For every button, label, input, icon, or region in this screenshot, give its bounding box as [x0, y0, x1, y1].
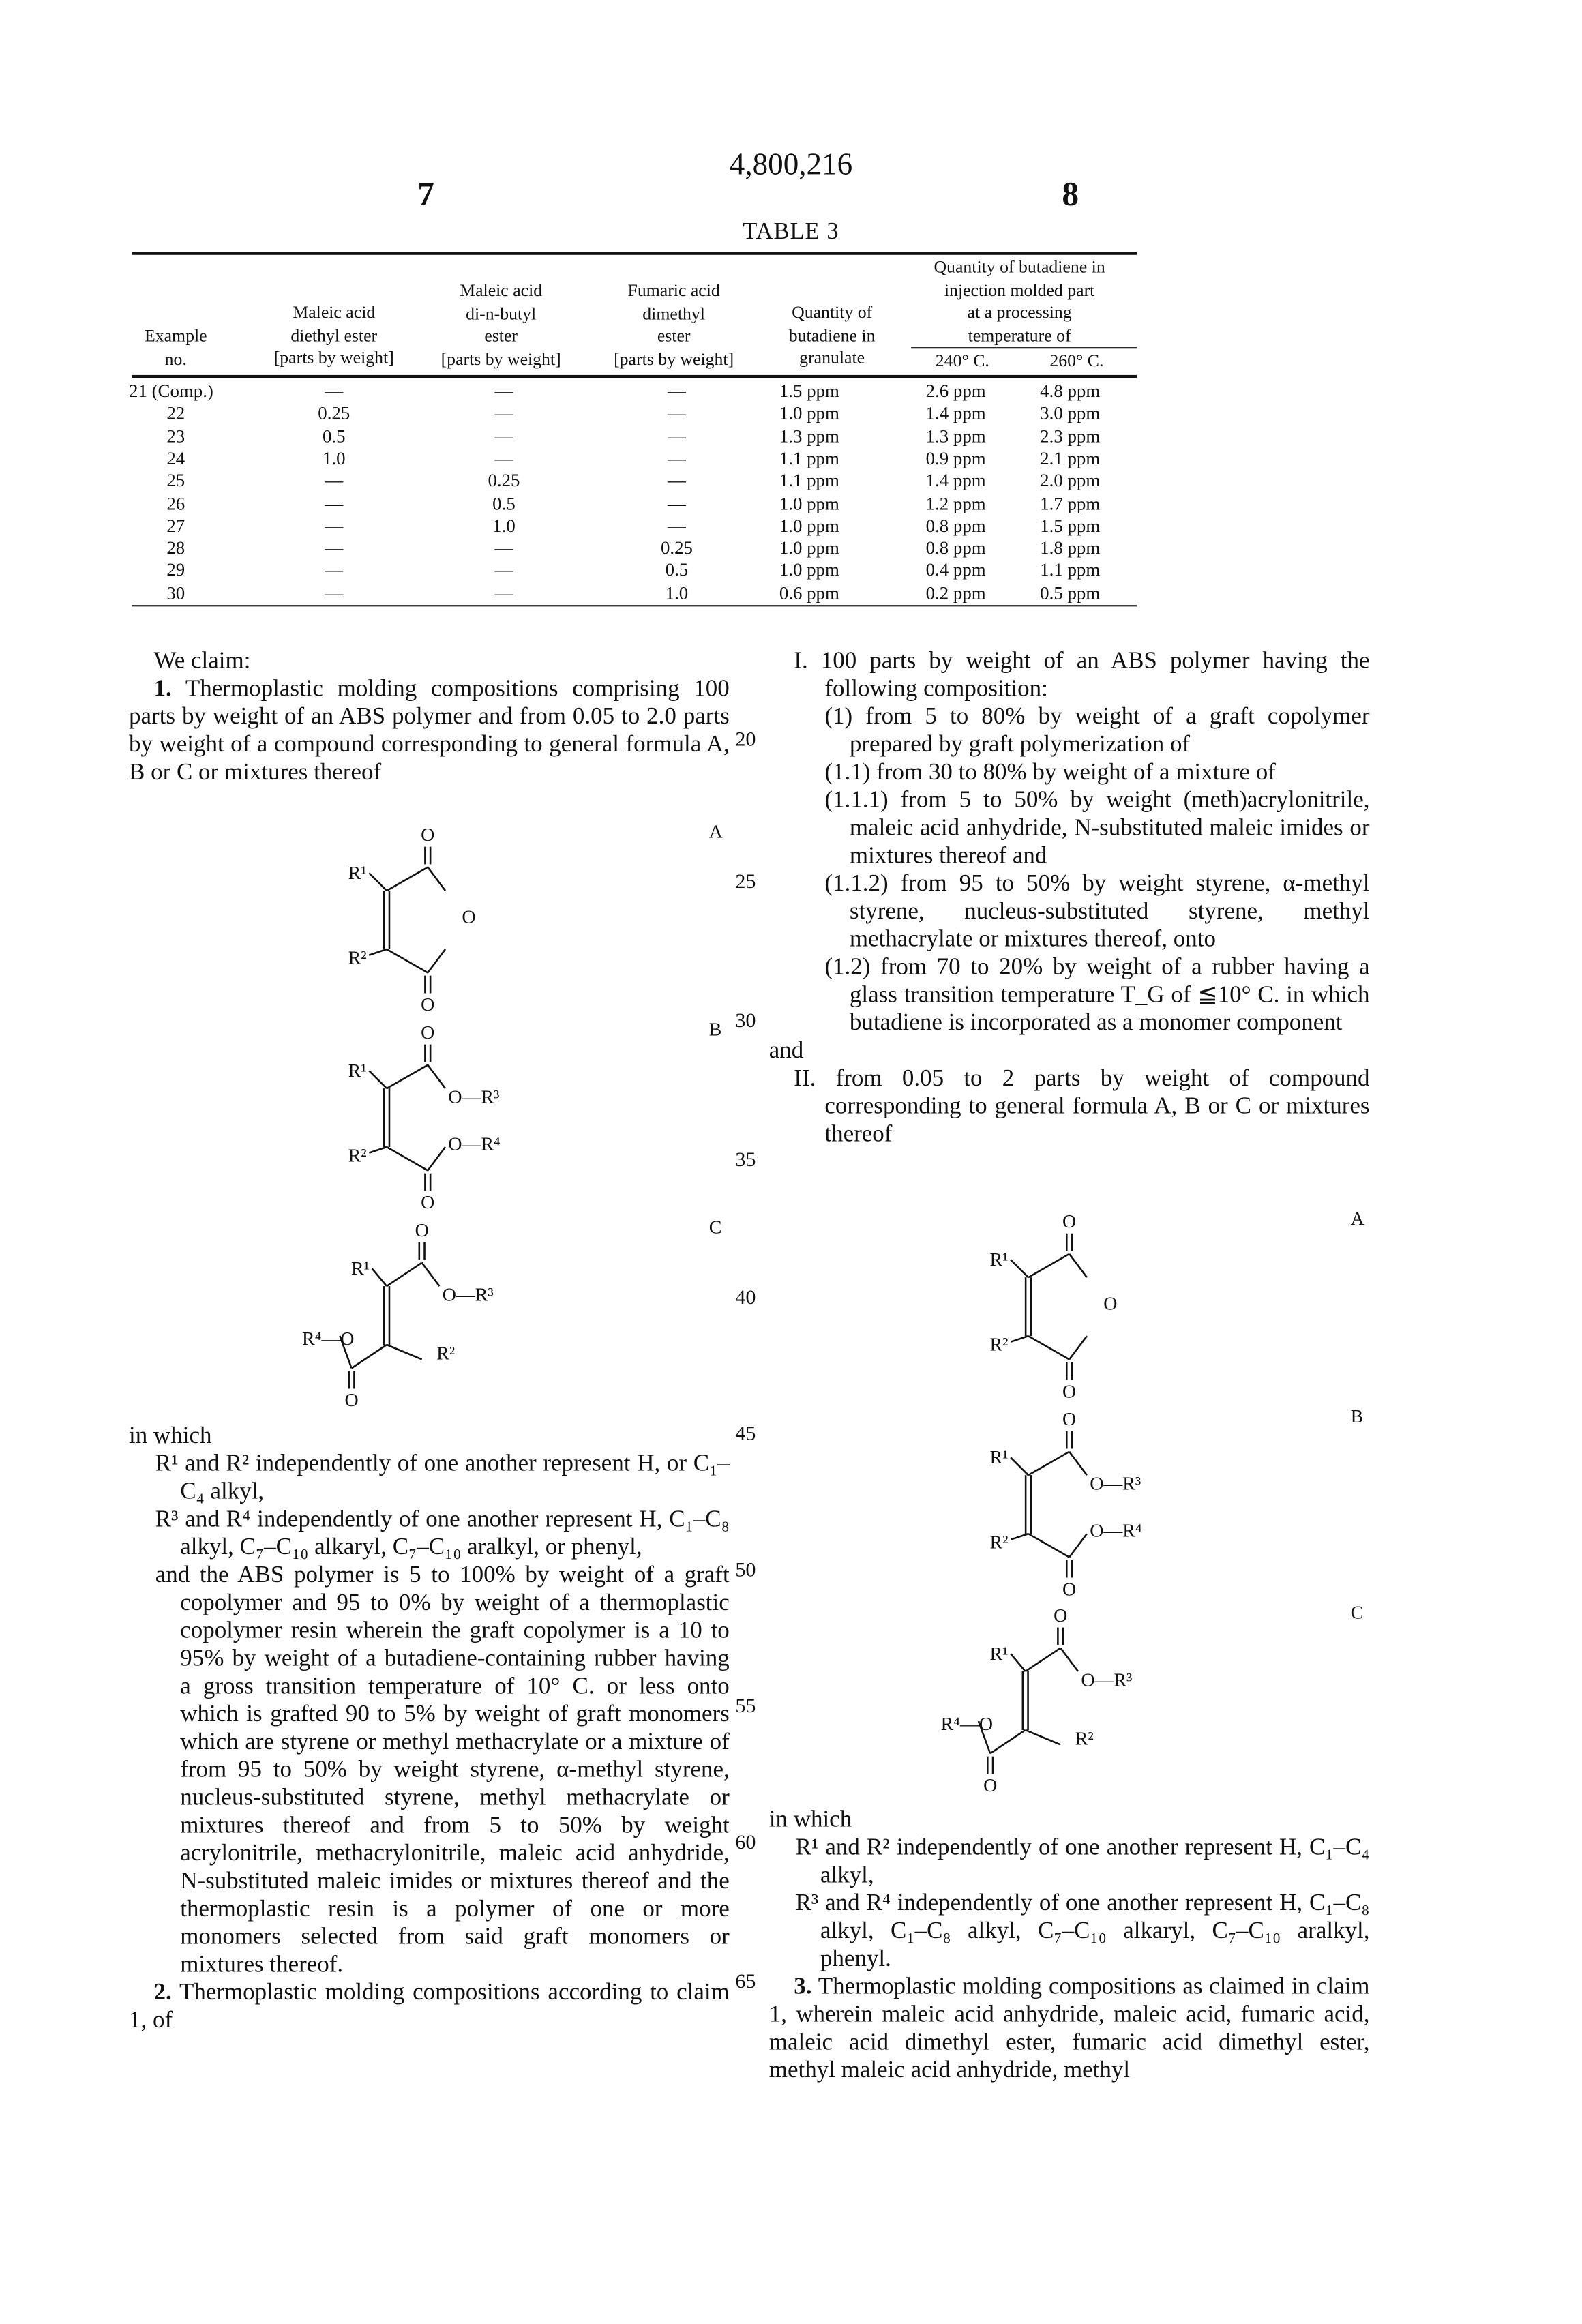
- table-cell: 0.5 ppm: [1040, 582, 1142, 604]
- bond: [428, 867, 445, 891]
- table-cell: 1.5 ppm: [1040, 516, 1142, 537]
- table-cell: 24: [135, 448, 217, 470]
- table-cell: 1.1 ppm: [779, 471, 897, 492]
- atom-label: R¹: [990, 1249, 1009, 1270]
- claim-2-text: Thermoplastic molding compositions according to claim 1, of: [129, 1978, 730, 2034]
- formula-label: C: [709, 1216, 722, 1239]
- table-cell: 2.0 ppm: [1040, 471, 1142, 492]
- table-cell: 4.8 ppm: [1040, 381, 1142, 403]
- atom-label: R²: [348, 1145, 367, 1166]
- bond: [1028, 1254, 1069, 1277]
- formula-b-right: [967, 1407, 1216, 1613]
- table-cell: 23: [135, 426, 217, 447]
- bond: [428, 1147, 445, 1170]
- table-cell: 0.25: [246, 403, 422, 425]
- bond: [369, 949, 387, 955]
- table-cell: 0.8 ppm: [926, 538, 1028, 560]
- table-cell: —: [586, 516, 767, 537]
- claim-2-number: 2.: [154, 1978, 172, 2006]
- formula-b-left: [325, 1021, 574, 1226]
- table-cell: 21 (Comp.): [129, 381, 222, 403]
- part-i: I. 100 parts by weight of an ABS polymer having the following composition:: [769, 646, 1370, 702]
- bond: [1069, 1254, 1087, 1277]
- line-number: 20: [735, 730, 756, 753]
- table-cell: —: [246, 381, 422, 403]
- r3-r4-definition-right: R³ and R⁴ independently of one another represent H, C₁–C₈ alkyl, C₁–C₈ alkyl, C₇–C₁₀ alkaryl, C₇–C₁₀ aralkyl, phenyl.: [769, 1888, 1370, 1971]
- atom-label: R²: [348, 947, 367, 968]
- table-cell: 1.8 ppm: [1040, 538, 1142, 560]
- left-column-top: [129, 646, 730, 785]
- header-fumaric-dimethyl: Fumaric acid dimethyl ester [parts by weight]: [583, 280, 764, 370]
- column-number-left: 7: [417, 176, 434, 214]
- abs-polymer-definition: and the ABS polymer is 5 to 100% by weight of a graft copolymer and 95 to 0% by weight of a thermoplastic copolymer resin wherein the graft copolymer is a 10 to 95% by weight of a butadiene-containing rubber having a gross transition temperature of 10° C. or less onto which is grafted 90 to 5% by weight of graft monomers which are styrene or methyl methacrylate or a mixture of from 95 to 50% by weight styrene, α-methyl styrene, nucleus-substituted styrene, methyl methacrylate or mixtures thereof and from 5 to 50% by weight acrylonitrile, methacrylonitrile, maleic acid anhydride, N-substituted maleic imides or mixtures thereof and the thermoplastic resin is a polymer of one or more monomers selected from said graft monomers or mixtures thereof.: [129, 1560, 730, 1978]
- header-maleic-dibutyl: Maleic acid di-n-butyl ester [parts by weight]: [410, 280, 591, 370]
- patent-page: [0, 0, 1582, 2323]
- table-cell: 1.4 ppm: [926, 471, 1028, 492]
- header-granulate: Quantity of butadiene in granulate: [762, 302, 902, 370]
- bond: [372, 1268, 387, 1286]
- bond: [1026, 1648, 1061, 1671]
- table-cell: 2.3 ppm: [1040, 426, 1142, 447]
- left-column-bottom: [129, 1421, 730, 2034]
- atom-label: R⁴—O: [302, 1328, 354, 1350]
- bond: [428, 1065, 445, 1088]
- table-cell: 2.6 ppm: [926, 381, 1028, 403]
- line-number: 45: [735, 1424, 756, 1447]
- bond: [352, 1345, 387, 1368]
- bond: [1069, 1534, 1087, 1557]
- header-subrule: [911, 347, 1137, 348]
- formula-label: B: [709, 1018, 722, 1041]
- table-cell: —: [413, 448, 595, 470]
- table-cell: 26: [135, 493, 217, 515]
- header-example: Example no.: [132, 325, 220, 371]
- table-cell: 1.3 ppm: [926, 426, 1028, 447]
- table-cell: —: [413, 426, 595, 447]
- claim-3: [769, 1971, 1370, 2083]
- atom-label: R²: [436, 1343, 455, 1364]
- table-cell: —: [413, 381, 595, 403]
- atom-label: O: [1062, 1409, 1076, 1430]
- table-cell: 1.3 ppm: [779, 426, 897, 447]
- table-cell: 28: [135, 538, 217, 560]
- part-1: (1) from 5 to 80% by weight of a graft copolymer prepared by graft polymerization of: [769, 702, 1370, 758]
- atom-label: O—R⁴: [448, 1133, 500, 1154]
- bond: [1026, 1730, 1061, 1744]
- table-cell: 0.5: [246, 426, 422, 447]
- line-number: 50: [735, 1560, 756, 1583]
- bond: [1069, 1452, 1087, 1475]
- atom-label: O: [421, 1022, 434, 1043]
- table-cell: 1.4 ppm: [926, 403, 1028, 425]
- atom-label: O—R³: [1081, 1670, 1132, 1691]
- claim-1-number: 1.: [154, 674, 172, 702]
- table-header-rule: [132, 375, 1137, 378]
- atom-label: O: [1103, 1293, 1117, 1314]
- bond: [1028, 1534, 1069, 1557]
- atom-label: O: [1054, 1605, 1067, 1626]
- table-cell: 1.0 ppm: [779, 403, 897, 425]
- part-1-2: (1.2) from 70 to 20% by weight of a rubber having a glass transition temperature T_G of ≦10° C. in which butadiene is incorporated as a monomer component: [769, 952, 1370, 1035]
- table-cell: 0.6 ppm: [779, 582, 897, 604]
- line-number: 55: [735, 1697, 756, 1720]
- claim-3-text: Thermoplastic molding compositions as claimed in claim 1, wherein maleic acid anhydride, maleic acid, fumaric acid, maleic acid dimethyl ester, fumaric acid dimethyl ester, methyl maleic acid anhydride, methyl: [769, 1971, 1370, 2083]
- table-cell: —: [586, 471, 767, 492]
- table-cell: 1.0 ppm: [779, 516, 897, 537]
- table-cell: 0.9 ppm: [926, 448, 1028, 470]
- table-top-rule: [132, 252, 1137, 254]
- atom-label: R¹: [348, 1060, 367, 1082]
- we-claim: We claim:: [129, 646, 730, 674]
- chemical-structure: [325, 1021, 574, 1219]
- bond: [1060, 1648, 1078, 1671]
- atom-label: R²: [990, 1335, 1009, 1356]
- atom-label: R¹: [348, 863, 367, 884]
- chemical-structure: [967, 1210, 1216, 1407]
- atom-label: R¹: [990, 1447, 1009, 1468]
- table-cell: —: [586, 426, 767, 447]
- in-which-right: in which: [769, 1805, 1370, 1833]
- table-cell: —: [413, 403, 595, 425]
- table-cell: —: [586, 448, 767, 470]
- table-cell: 1.5 ppm: [779, 381, 897, 403]
- header-260c: 260° C.: [1026, 350, 1128, 372]
- bond: [1011, 1336, 1028, 1342]
- bond: [369, 1147, 387, 1153]
- line-number: 35: [735, 1150, 756, 1173]
- header-molded-part: Quantity of butadiene in injection molded part at a processing temperature of: [902, 256, 1137, 347]
- chemical-structure: [967, 1407, 1216, 1605]
- table-cell: 30: [135, 582, 217, 604]
- bond: [990, 1730, 1026, 1753]
- table-cell: —: [246, 582, 422, 604]
- bond: [1011, 1534, 1028, 1540]
- atom-label: R¹: [990, 1643, 1009, 1665]
- line-number: 30: [735, 1011, 756, 1034]
- claim-1-text: Thermoplastic molding compositions comprising 100 parts by weight of an ABS polymer and from 0.05 to 2.0 parts by weight of a compound corresponding to general formula A, B or C or mixtures thereof: [129, 674, 730, 785]
- atom-label: R⁴—O: [941, 1714, 993, 1735]
- table-cell: 1.1 ppm: [779, 448, 897, 470]
- bond: [387, 1065, 428, 1088]
- atom-label: R²: [1075, 1728, 1094, 1749]
- table-cell: 0.5: [586, 560, 767, 582]
- table-cell: 0.5: [413, 493, 595, 515]
- table-bottom-rule: [132, 605, 1137, 606]
- table-cell: —: [246, 471, 422, 492]
- table-cell: 0.2 ppm: [926, 582, 1028, 604]
- r1-r2-definition: R¹ and R² independently of one another represent H, or C₁–C₄ alkyl,: [129, 1449, 730, 1505]
- atom-label: O: [983, 1775, 997, 1796]
- table-cell: —: [413, 538, 595, 560]
- line-number: 60: [735, 1832, 756, 1856]
- table-cell: —: [586, 403, 767, 425]
- table-cell: 25: [135, 471, 217, 492]
- bond: [1011, 1260, 1028, 1277]
- bond: [369, 1071, 387, 1088]
- table-cell: —: [586, 381, 767, 403]
- table-cell: —: [246, 560, 422, 582]
- part-1-1-1: (1.1.1) from 5 to 50% by weight (meth)acrylonitrile, maleic acid anhydride, N-substituted maleic imides or mixtures thereof and: [769, 785, 1370, 868]
- bond: [387, 1147, 428, 1170]
- table-cell: 1.0 ppm: [779, 560, 897, 582]
- table-cell: —: [246, 538, 422, 560]
- atom-label: R¹: [351, 1258, 370, 1279]
- bond: [387, 867, 428, 891]
- table-cell: 3.0 ppm: [1040, 403, 1142, 425]
- formula-c-right: [923, 1604, 1171, 1809]
- table-cell: 0.25: [586, 538, 767, 560]
- formula-a-left: [325, 823, 574, 1028]
- atom-label: O—R⁴: [1090, 1520, 1141, 1541]
- bond: [387, 949, 428, 972]
- table-cell: —: [246, 516, 422, 537]
- table-cell: —: [413, 560, 595, 582]
- formula-a-right: [967, 1210, 1216, 1415]
- bond: [1028, 1336, 1069, 1359]
- table-cell: 22: [135, 403, 217, 425]
- in-which: in which: [129, 1421, 730, 1449]
- formula-label: C: [1351, 1601, 1364, 1624]
- bond: [1069, 1336, 1087, 1359]
- atom-label: O—R³: [1090, 1474, 1141, 1495]
- bond: [1011, 1654, 1025, 1671]
- table-cell: 1.0: [586, 582, 767, 604]
- atom-label: R²: [990, 1532, 1009, 1553]
- table-cell: 0.4 ppm: [926, 560, 1028, 582]
- table-cell: 1.0 ppm: [779, 493, 897, 515]
- column-number-right: 8: [1062, 176, 1079, 214]
- part-1-1: (1.1) from 30 to 80% by weight of a mixture of: [769, 758, 1370, 786]
- atom-label: O: [421, 824, 434, 846]
- part-1-1-2: (1.1.2) from 95 to 50% by weight styrene, α-methyl styrene, nucleus-substituted styrene, methyl methacrylate or mixtures thereof, onto: [769, 869, 1370, 952]
- table-cell: 2.1 ppm: [1040, 448, 1142, 470]
- atom-label: O: [421, 994, 434, 1015]
- table-cell: 0.8 ppm: [926, 516, 1028, 537]
- claim-2: [129, 1978, 730, 2034]
- line-number: 65: [735, 1971, 756, 1995]
- atom-label: O: [344, 1390, 358, 1411]
- table-cell: —: [246, 493, 422, 515]
- table-cell: —: [586, 493, 767, 515]
- atom-label: O: [415, 1220, 429, 1241]
- atom-label: O: [1062, 1211, 1076, 1232]
- atom-label: O: [462, 906, 475, 927]
- table-cell: 1.2 ppm: [926, 493, 1028, 515]
- header-maleic-diethyl: Maleic acid diethyl ester [parts by weight]: [246, 302, 422, 370]
- line-number: 25: [735, 872, 756, 895]
- patent-number: 4,800,216: [0, 147, 1582, 183]
- bond: [428, 949, 445, 972]
- atom-label: O: [1062, 1381, 1076, 1402]
- bond: [1028, 1452, 1069, 1475]
- bond: [1011, 1457, 1028, 1475]
- claim-3-number: 3.: [794, 1971, 811, 1999]
- part-ii: II. from 0.05 to 2 parts by weight of compound corresponding to general formula A, B or C or mixtures thereof: [769, 1064, 1370, 1147]
- table-cell: 1.7 ppm: [1040, 493, 1142, 515]
- header-240c: 240° C.: [911, 350, 1013, 372]
- chemical-structure: [325, 823, 574, 1021]
- bond: [369, 873, 387, 891]
- table-cell: 0.25: [413, 471, 595, 492]
- chemical-structure: [284, 1219, 533, 1416]
- right-column-top: [769, 646, 1370, 1147]
- r1-r2-definition-right: R¹ and R² independently of one another represent H, C₁–C₄ alkyl,: [769, 1832, 1370, 1888]
- table-cell: 27: [135, 516, 217, 537]
- bond: [387, 1345, 422, 1359]
- formula-label: B: [1351, 1405, 1364, 1428]
- formula-label: A: [1351, 1207, 1364, 1230]
- line-number: 40: [735, 1287, 756, 1311]
- bond: [387, 1263, 422, 1286]
- table-cell: 1.1 ppm: [1040, 560, 1142, 582]
- right-column-bottom: [769, 1805, 1370, 2083]
- bond: [422, 1263, 440, 1286]
- atom-label: O: [1062, 1579, 1076, 1600]
- atom-label: O: [421, 1192, 434, 1213]
- table-title: TABLE 3: [0, 220, 1582, 246]
- table-cell: 1.0 ppm: [779, 538, 897, 560]
- table-cell: 1.0: [413, 516, 595, 537]
- claim-1: [129, 674, 730, 785]
- formula-label: A: [709, 820, 723, 844]
- atom-label: O—R³: [448, 1087, 499, 1108]
- r3-r4-definition: R³ and R⁴ independently of one another represent H, C₁–C₈ alkyl, C₇–C₁₀ alkaryl, C₇–C₁₀ aralkyl, or phenyl,: [129, 1504, 730, 1560]
- chemical-structure: [923, 1604, 1171, 1802]
- table-cell: —: [413, 582, 595, 604]
- table-cell: 1.0: [246, 448, 422, 470]
- atom-label: O—R³: [443, 1285, 494, 1306]
- formula-c-left: [284, 1219, 533, 1424]
- and: and: [769, 1036, 1370, 1064]
- table-cell: 29: [135, 560, 217, 582]
